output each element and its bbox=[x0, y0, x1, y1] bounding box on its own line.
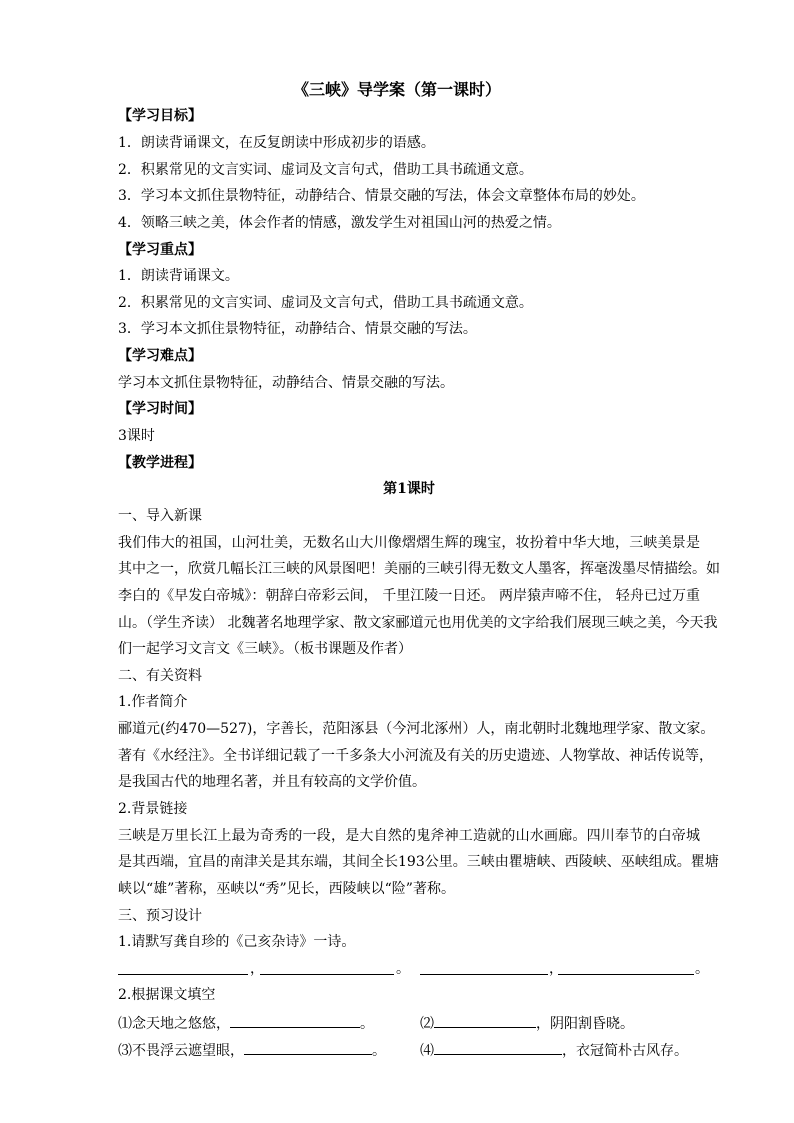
fill-item bbox=[118, 1009, 374, 1038]
answer-blank bbox=[420, 956, 548, 975]
fill-item-number: ⑶ bbox=[118, 1042, 132, 1059]
fill-item-after: 。 bbox=[372, 1042, 386, 1059]
process-heading: 【教学进程】 bbox=[118, 454, 202, 471]
objective-item: 4．领略三峡之美，体会作者的情感，激发学生对祖国山河的热爱之情。 bbox=[118, 214, 561, 231]
punctuation: 。 bbox=[695, 960, 709, 977]
fill-item bbox=[420, 1009, 634, 1038]
fill-item-after: ，阴阳割昏晓。 bbox=[536, 1016, 634, 1033]
punctuation: ， bbox=[549, 960, 563, 977]
background-paragraph-line: 三峡是万里长江上最为奇秀的一段，是大自然的鬼斧神工造就的山水画廊。四川奉节的白帝城 bbox=[118, 827, 700, 844]
intro-heading: 一、导入新课 bbox=[118, 507, 202, 524]
background-paragraph-line: 峡以“雄”著称，巫峡以“秀”见长，西陵峡以“险”著称。 bbox=[118, 880, 455, 897]
materials-heading: 二、有关资料 bbox=[118, 667, 202, 684]
fill-item-number: ⑷ bbox=[420, 1042, 434, 1059]
fill-item-before: 念天地之悠悠， bbox=[132, 1016, 230, 1033]
question-recite-poem: 1.请默写龚自珍的《己亥杂诗》一诗。 bbox=[118, 934, 356, 951]
intro-paragraph-line: 我们伟大的祖国，山河壮美，无数名山大川像熠熠生辉的瑰宝，妆扮着中华大地，三峡美景是 bbox=[118, 534, 700, 551]
fill-item-number: ⑵ bbox=[420, 1016, 434, 1033]
intro-paragraph-line: 山。（学生齐读） 北魏著名地理学家、散文家郦道元也用优美的文字给我们展现三峡之美，今天我 bbox=[118, 614, 718, 631]
difficulty-heading: 【学习难点】 bbox=[118, 348, 202, 365]
time-text: 3课时 bbox=[118, 428, 155, 445]
fill-row bbox=[118, 1036, 700, 1063]
punctuation: ， bbox=[250, 960, 264, 977]
objective-item: 2．积累常见的文言实词、虚词及文言句式，借助工具书疏通文意。 bbox=[118, 161, 533, 178]
objectives-heading: 【学习目标】 bbox=[118, 108, 202, 125]
page-title: 《三峡》导学案（第一课时） bbox=[292, 79, 501, 99]
author-paragraph-line: 是我国古代的地理名著，并且有较高的文学价值。 bbox=[118, 774, 426, 791]
objective-item: 3．学习本文抓住景物特征，动静结合、情景交融的写法，体会文章整体布局的妙处。 bbox=[118, 188, 645, 205]
fill-item bbox=[118, 1036, 386, 1065]
intro-paragraph-line: 们一起学习文言文《三峡》。（板书课题及作者） bbox=[118, 641, 412, 658]
key-point-item: 2．积累常见的文言实词、虚词及文言句式，借助工具书疏通文意。 bbox=[118, 294, 533, 311]
key-point-item: 1．朗读背诵课文。 bbox=[118, 268, 239, 285]
preview-heading: 三、预习设计 bbox=[118, 907, 202, 924]
answer-blank bbox=[244, 1036, 372, 1055]
intro-paragraph-line: 李白的《早发白帝城》：朝辞白帝彩云间， 千里江陵一日还。 两岸猿声啼不住， 轻舟已过万重 bbox=[118, 587, 700, 604]
poem-blank-line bbox=[118, 956, 709, 983]
lesson-title: 第1课时 bbox=[383, 481, 435, 498]
answer-blank bbox=[118, 956, 248, 975]
fill-item-number: ⑴ bbox=[118, 1016, 132, 1033]
author-paragraph-line: 郦道元(约470—527)，字善长，范阳涿县（今河北涿州）人，南北朝时北魏地理学家、散文家。 bbox=[118, 721, 715, 738]
answer-blank bbox=[434, 1036, 562, 1055]
punctuation: 。 bbox=[396, 960, 410, 977]
answer-blank bbox=[558, 956, 694, 975]
answer-blank bbox=[230, 1009, 360, 1028]
difficulty-text: 学习本文抓住景物特征，动静结合、情景交融的写法。 bbox=[118, 374, 454, 391]
background-paragraph-line: 是其西端，宜昌的南津关是其东端，其间全长193公里。三峡由瞿塘峡、西陵峡、巫峡组成。瞿塘 bbox=[118, 854, 719, 871]
author-heading: 1.作者简介 bbox=[118, 694, 188, 711]
time-heading: 【学习时间】 bbox=[118, 401, 202, 418]
background-heading: 2.背景链接 bbox=[118, 800, 188, 817]
answer-blank bbox=[434, 1009, 536, 1028]
fill-item-before: 不畏浮云遮望眼， bbox=[132, 1042, 244, 1059]
document-body bbox=[118, 77, 720, 1063]
key-point-item: 3．学习本文抓住景物特征，动静结合、情景交融的写法。 bbox=[118, 321, 477, 338]
author-paragraph-line: 著有《水经注》。全书详细记载了一千多条大小河流及有关的历史遗迹、人物掌故、神话传说等， bbox=[118, 747, 713, 764]
fill-item-after: 。 bbox=[360, 1016, 374, 1033]
fill-item-after: ，衣冠简朴古风存。 bbox=[562, 1042, 688, 1059]
intro-paragraph-line: 其中之一，欣赏几幅长江三峡的风景图吧！美丽的三峡引得无数文人墨客，挥毫泼墨尽情描绘。如 bbox=[118, 561, 720, 578]
objective-item: 1．朗读背诵课文，在反复朗读中形成初步的语感。 bbox=[118, 134, 435, 151]
fill-row bbox=[118, 1009, 700, 1036]
key-points-heading: 【学习重点】 bbox=[118, 241, 202, 258]
answer-blank bbox=[260, 956, 394, 975]
question-fill-blanks: 2.根据课文填空 bbox=[118, 987, 216, 1004]
fill-item bbox=[420, 1036, 688, 1065]
